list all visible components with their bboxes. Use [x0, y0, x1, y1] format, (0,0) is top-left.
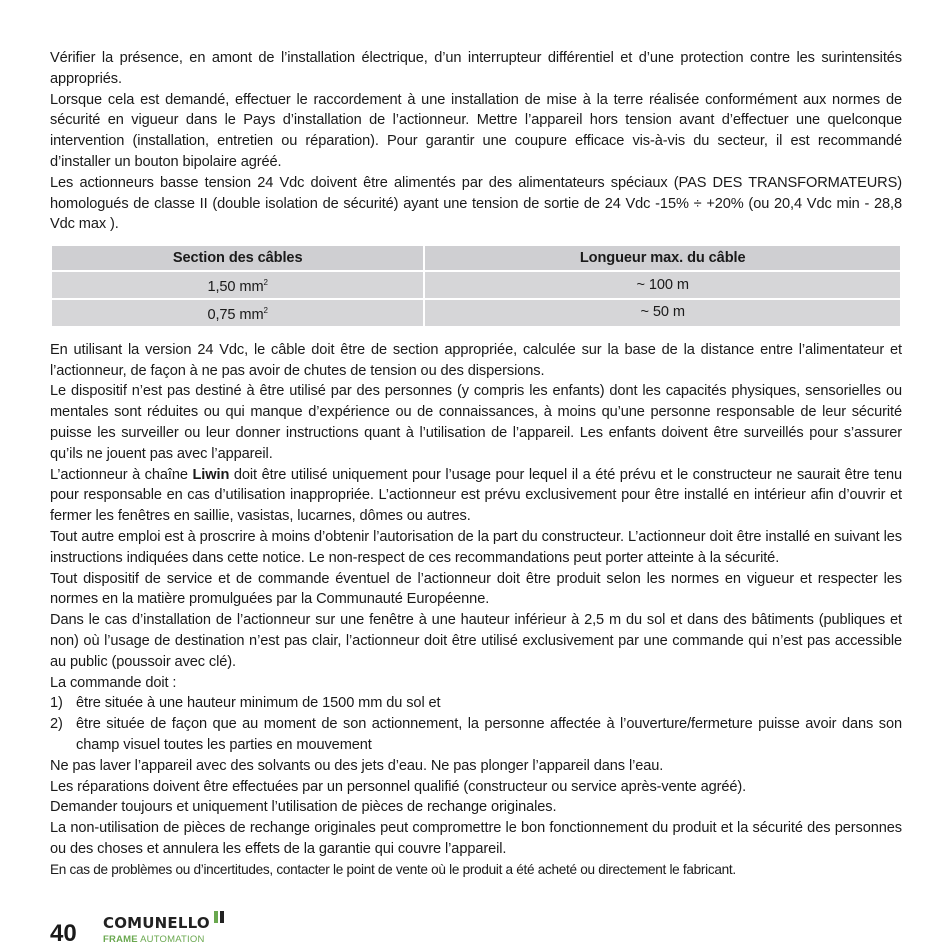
- document-body: [50, 48, 902, 881]
- paragraph-other-use: Tout autre emploi est à proscrire à moins d’obtenir l’autorisation de la part du constructeur. L’actionneur doit être installé en suivant les instructions indiquées dans cette notice. Le non-respect de ces recommandations peut porter atteinte à la sécurité.: [50, 529, 902, 566]
- logo-brand: COMUNELLO: [103, 914, 210, 932]
- paragraph-control-devices: Tout dispositif de service et de commande éventuel de l’actionneur doit être produit selon les normes en vigueur et respecter les normes en la matière promulguées par la Communauté Européenne.: [50, 570, 902, 608]
- paragraph-installation-check: Vérifier la présence, en amont de l’installation électrique, d’un interrupteur différentiel et d’une protection contre les surintensités appropriés.: [50, 50, 902, 87]
- page-number: 40: [50, 920, 77, 947]
- logo-subtitle: FRAME AUTOMATION: [103, 934, 205, 945]
- table-row: [52, 272, 900, 298]
- paragraph-contact: En cas de problèmes ou d’incertitudes, contacter le point de vente où le produit a été acheté ou directement le fabricant.: [50, 861, 736, 877]
- list-item: 1) être située à une hauteur minimum de 1500 mm du sol et: [50, 695, 441, 712]
- cell-length: ~ 50 m: [425, 300, 900, 326]
- paragraph-command: La commande doit :: [50, 674, 177, 691]
- header-section: Section des câbles: [52, 246, 423, 270]
- paragraph-liwin: L’actionneur à chaîne Liwin doit être utilisé uniquement pour l’usage pour lequel il a été prévu et le constructeur ne saurait être tenu pour responsable en cas d’utilisation inappropriée. L’actionneur est prévu exclusivement pour être installé en intérieur afin d’ouvrir et fermer les fenêtres en saillie, vasistas, lucarnes, dômes ou autres.: [50, 466, 902, 525]
- paragraph-non-original: La non-utilisation de pièces de rechange originales peut compromettre le bon fonctionnement du produit et la sécurité des personnes ou des choses et annulera les effets de la garantie qui couvre l’appareil.: [50, 820, 902, 858]
- comunello-logo: [103, 910, 233, 950]
- paragraph-repairs: Les réparations doivent être effectuées par un personnel qualifié (constructeur ou service après-vente agréé).: [50, 778, 747, 795]
- paragraph-spare-parts: Demander toujours et uniquement l’utilisation de pièces de rechange originales.: [50, 799, 557, 816]
- paragraph-persons: Le dispositif n’est pas destiné à être utilisé par des personnes (y compris les enfants) dont les capacités physiques, sensorielles ou mentales sont réduites ou qui manque d’expérience ou de connaissances, à moins qu’une personne responsable de leur sécurité puisse les surveiller ou leur donner instructions quant à l’utilisation de l’appareil. Les enfants doivent être surveillés pour s’assurer qu’ils ne jouent pas avec l’appareil.: [50, 383, 902, 462]
- header-length: Longueur max. du câble: [425, 246, 900, 270]
- paragraph-earthing: Lorsque cela est demandé, effectuer le raccordement à une installation de mise à la terre réalisée conformément aux normes de sécurité en vigueur dans le Pays d’installation de l’actionneur. Mettre l’appareil hors tension avant d’effectuer une quelconque intervention (installation, entretien ou réparation). Pour garantir une coupure efficace vis-à-vis du secteur, il est recommandé d’installer un bouton bipolaire agréé.: [50, 91, 902, 170]
- cable-table: [50, 244, 902, 328]
- paragraph-low-voltage: Les actionneurs basse tension 24 Vdc doivent être alimentés par des alimentateurs spéciaux (PAS DES TRANSFORMATEURS) homologués de classe II (double isolation de sécurité) ayant une tension de sortie de 24 Vdc -15% ÷ +20% (ou 20,4 Vdc min - 28,8 Vdc max ).: [50, 174, 902, 233]
- cell-section: 1,50 $mm^2$: [52, 272, 423, 298]
- cell-length: ~ 100 m: [425, 272, 900, 298]
- product-name: Liwin: [192, 466, 230, 483]
- cell-section: 0,75 $mm^2$: [52, 300, 423, 326]
- table-row: [52, 300, 900, 326]
- cable-table-header: [52, 246, 900, 270]
- paragraph-washing: Ne pas laver l’appareil avec des solvants ou des jets d’eau. Ne pas plonger l’appareil dans l’eau.: [50, 757, 664, 774]
- logo-mark-icon: [213, 910, 227, 926]
- list-item: 2) être située de façon que au moment de son actionnement, la personne affectée à l’ouverture/fermeture puisse avoir dans son champ visuel toutes les parties en mouvement: [50, 716, 902, 754]
- paragraph-cable-section: En utilisant la version 24 Vdc, le câble doit être de section appropriée, calculée sur la base de la distance entre l’alimentateur et l’actionneur, de façon à ne pas avoir de chutes de tension ou des dispersions.: [50, 341, 902, 379]
- paragraph-height: Dans le cas d’installation de l’actionneur sur une fenêtre à une hauteur inférieur à 2,5 m du sol et dans des bâtiments (publiques et non) où l’usage de destination n’est pas clair, l’actionneur doit être utilisé exclusivement par une commande qui n’est pas accessible au public (poussoir avec clé).: [50, 612, 902, 670]
